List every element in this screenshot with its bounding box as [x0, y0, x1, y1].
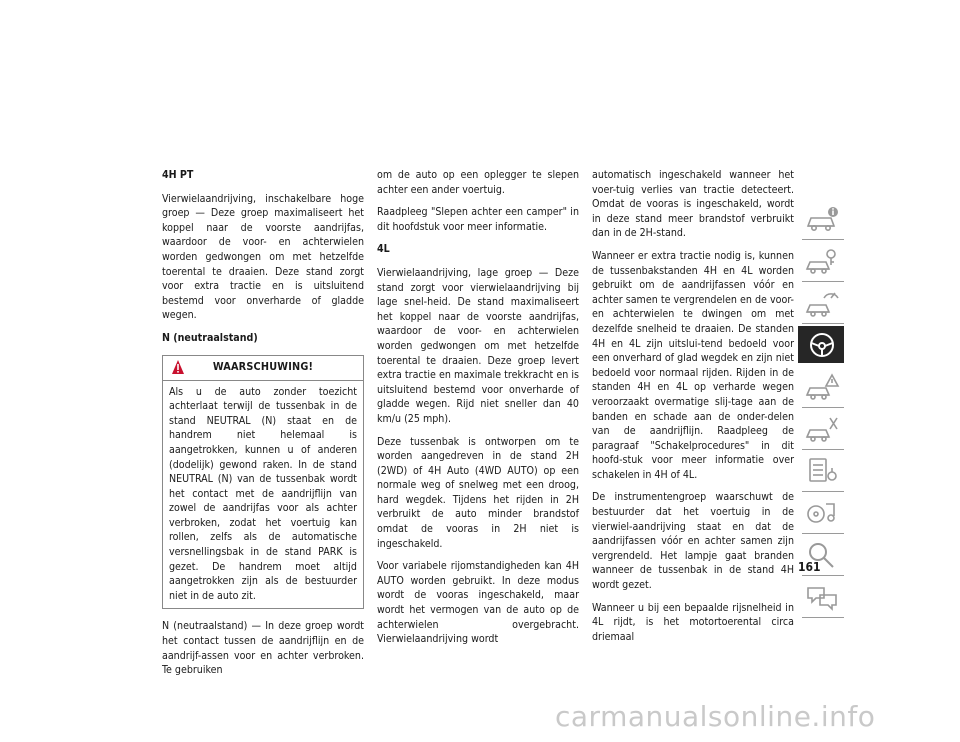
steering-wheel-icon [804, 330, 840, 360]
paragraph-4h-pt: Vierwielaandrijving, inschakelbare hoge groep — Deze groep maximaliseert het koppel naar de voorste aandrijfas, waardoor de voor- en achterwielen worden gedwongen om met hetzelfde toerental te draaien. Deze stand zorgt voor extra tractie en is uitsluitend bestemd voor onverharde of gladde wegen. [162, 192, 364, 322]
text-column-3 [592, 168, 794, 652]
multimedia-icon [804, 498, 840, 528]
languages-icon [804, 582, 840, 612]
tab-car-dashboard[interactable] [798, 284, 844, 321]
paragraph-4h-auto: Voor variabele rijomstandigheden kan 4H AUTO worden gebruikt. In deze modus wordt de vooras ingeschakeld, maar wordt het vermogen van de auto op de achterwielen overgebracht. Vierwielaandrijving wordt [377, 560, 579, 646]
paragraph-neutral: N (neutraalstand) — In deze groep wordt het contact tussen de aandrijflijn en de aandrijf-assen voor en achter verbroken. Te gebruiken [162, 620, 364, 677]
page-number: 161 [798, 560, 821, 574]
paragraph-instrument-cluster: De instrumentengroep waarschuwt de bestuurder dat het voertuig in de vierwiel-aandrijving staat en dat de aandrijfassen vóór en achter samen zijn vergrendeld. Het lampje gaat branden wanneer de tussenbak in de stand 4H wordt gezet. [592, 491, 794, 592]
paragraph-trailer: om de auto op een oplegger te slepen achter een ander voertuig. [377, 169, 579, 196]
heading-4h-pt: 4H PT [162, 169, 194, 181]
paragraph-transfer-case: Deze tussenbak is ontworpen om te worden aangedreven in de stand 2H (2WD) of 4H Auto (4WD AUTO) op een normale weg of snelweg met een droog, hard wegdek. Tijdens het rijden in 2H verbruikt de auto minder brandstof omdat de vooras in 2H niet is ingeschakeld. [377, 435, 579, 550]
warning-box [162, 355, 364, 610]
text-column-2 [377, 168, 579, 655]
tab-multimedia[interactable] [798, 494, 844, 531]
tab-car-key[interactable] [798, 242, 844, 279]
paragraph-reference: Raadpleeg "Slepen achter een camper" in dit hoofdstuk voor meer informatie. [377, 206, 579, 233]
warning-text: Als u de auto zonder toezicht achterlaat terwijl de tussenbak in de stand NEUTRAL (N) staat en de handrem niet helemaal is aangetrokken, kunnen u of anderen (dodelijk) gewond raken. In de stand NEUTRAL (N) van de tussenbak wordt het contact met de aandrijflijn van zowel de aandrijfas voor als achter verbroken, zodat het voertuig kan rollen, zelfs als de automatische versnellingsbak in de stand PARK is gezet. De handrem moet altijd aangetrokken zijn als de bestuurder niet in de auto zit. [169, 385, 357, 602]
paragraph-auto-engage: automatisch ingeschakeld wanneer het voer-tuig verlies van tractie detecteert. Omdat de vooras is ingeschakeld, wordt in deze stand meer brandstof verbruikt dan in de 2H-stand. [592, 169, 794, 240]
tab-car-info[interactable] [798, 200, 844, 237]
car-service-icon [804, 414, 840, 444]
paragraph-extra-traction: Wanneer er extra tractie nodig is, kunnen de tussenbakstanden 4H en 4L worden gebruikt om de aandrijfassen vóór en achter samen te vergrendelen en de voor- en achterwielen te dwingen om met dezelfde snelheid te draaien. De standen 4H en 4L zijn uitslui-tend bedoeld voor een onverhard of glad wegdek en zijn niet bedoeld voor normaal rijden. Rijden in de standen 4H en 4L op verharde wegen veroorzaakt overmatige slij-tage aan de banden en schade aan de onder-delen van de aandrijflijn. Raadpleeg de paragraaf "Schakelprocedures" in dit hoofd-stuk voor meer informatie over schakelen in 4H of 4L. [592, 249, 794, 481]
car-dashboard-icon [804, 288, 840, 318]
watermark: carmanualsonline.info [555, 700, 876, 733]
warning-header [163, 356, 363, 381]
tab-car-warning[interactable] [798, 368, 844, 405]
chapter-tabs [798, 200, 844, 620]
tab-driving[interactable] [798, 326, 844, 363]
car-key-icon [804, 246, 840, 276]
tab-languages[interactable] [798, 578, 844, 615]
heading-neutral: N (neutraalstand) [162, 331, 258, 344]
warning-title: WAARSCHUWING! [212, 359, 314, 373]
text-column-1 [162, 168, 364, 686]
paragraph-4l: Vierwielaandrijving, lage groep — Deze stand zorgt voor vierwielaandrijving bij lage snel-heid. De stand maximaliseert het koppel naar de voorste aandrijfas, waardoor de voor- en achterwielen worden gedwongen om met hetzelfde toerental te draaien. Deze groep levert extra tractie en maximale trekkracht en is uitsluitend bestemd voor onverharde of gladde wegen. Rijd niet sneller dan 40 km/u (25 mph). [377, 266, 579, 425]
paragraph-engine-speed: Wanneer u bij een bepaalde rijsnelheid in 4L rijdt, is het motortoerental circa driemaal [592, 601, 794, 643]
specifications-list-icon [804, 456, 840, 486]
car-info-icon [804, 204, 840, 234]
car-warning-icon [804, 372, 840, 402]
tab-specifications[interactable] [798, 452, 844, 489]
tab-car-service[interactable] [798, 410, 844, 447]
heading-4l: 4L [377, 243, 390, 256]
